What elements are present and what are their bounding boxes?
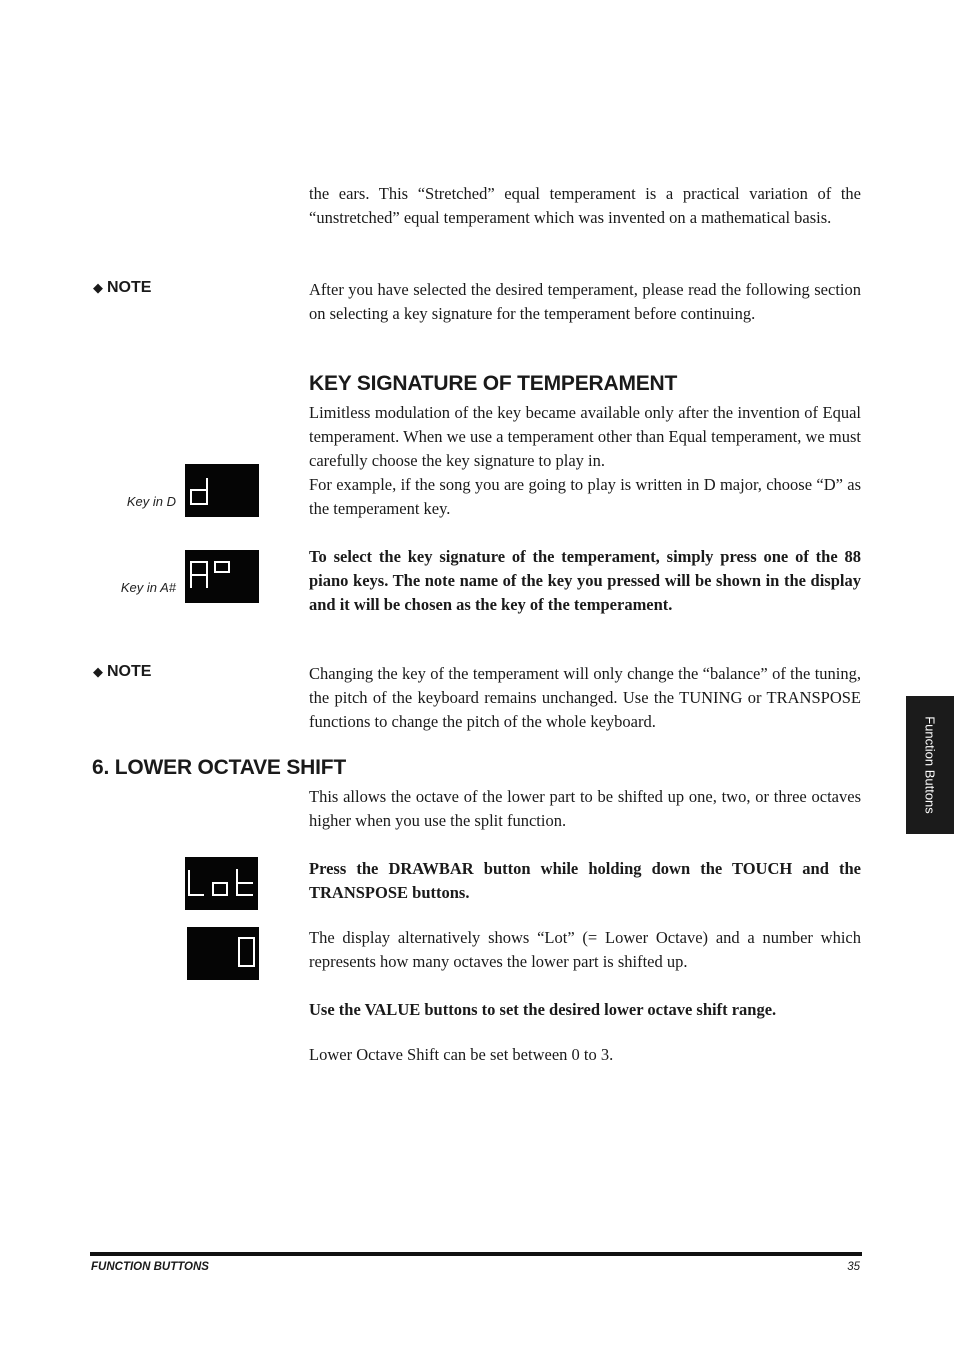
lower-octave-paragraph: This allows the octave of the lower part to be shifted up one, two, or three octaves higher when you use the split function.: [309, 787, 861, 830]
key-signature-example: For example, if the song you are going to play is written in D major, choose “D” as the temperament key.: [309, 475, 861, 518]
display-caption-key-d: Key in D: [126, 494, 176, 509]
note-text-2: Changing the key of the temperament will only change the “balance” of the tuning, the pitch of the keyboard remains unchanged. Use the TUNING or TRANSPOSE functions to change the pitch of the whole keyboard.: [309, 664, 861, 731]
led-display-key-d: [185, 464, 259, 517]
note-label: ◆ NOTE: [93, 279, 152, 296]
led-display-lot: [185, 857, 258, 910]
footer-section-title: FUNCTION BUTTONS: [91, 1261, 209, 1273]
section-heading-key-signature: KEY SIGNATURE OF TEMPERAMENT: [309, 372, 678, 395]
diamond-icon: ◆: [93, 280, 103, 295]
side-tab-function-buttons: Function Buttons: [906, 696, 954, 834]
lower-octave-range: Lower Octave Shift can be set between 0 to 3.: [309, 1045, 614, 1064]
diamond-icon: ◆: [93, 664, 103, 679]
lower-octave-instruction: Press the DRAWBAR button while holding down the TOUCH and the TRANSPOSE buttons.: [309, 859, 861, 902]
section-heading-lower-octave: 6. LOWER OCTAVE SHIFT: [92, 756, 347, 779]
led-display-key-asharp: [185, 550, 259, 603]
footer-rule: [90, 1252, 862, 1256]
intro-paragraph: the ears. This “Stretched” equal temperament is a practical variation of the “unstretched” equal temperament which was invented on a mathematical basis.: [309, 184, 861, 227]
led-display-zero: [187, 927, 259, 980]
lower-octave-instruction-2: Use the VALUE buttons to set the desired lower octave shift range.: [309, 1000, 777, 1019]
key-signature-instruction: To select the key signature of the temperament, simply press one of the 88 piano keys. The note name of the key you pressed will be shown in the display and it will be chosen as the key of the temperament.: [309, 547, 861, 614]
key-signature-paragraph: Limitless modulation of the key became available only after the invention of Equal temperament. When we use a temperament other than Equal temperament, we must carefully choose the key signature to play in.: [309, 403, 861, 470]
display-caption-key-asharp: Key in A#: [120, 580, 176, 595]
note-label-2: ◆ NOTE: [93, 663, 152, 680]
note-text: After you have selected the desired temperament, please read the following section on selecting a key signature for the temperament before continuing.: [309, 280, 861, 323]
page-number: 35: [847, 1261, 860, 1273]
lower-octave-display-paragraph: The display alternatively shows “Lot” (= Lower Octave) and a number which represents how many octaves the lower part is shifted up.: [309, 928, 861, 971]
